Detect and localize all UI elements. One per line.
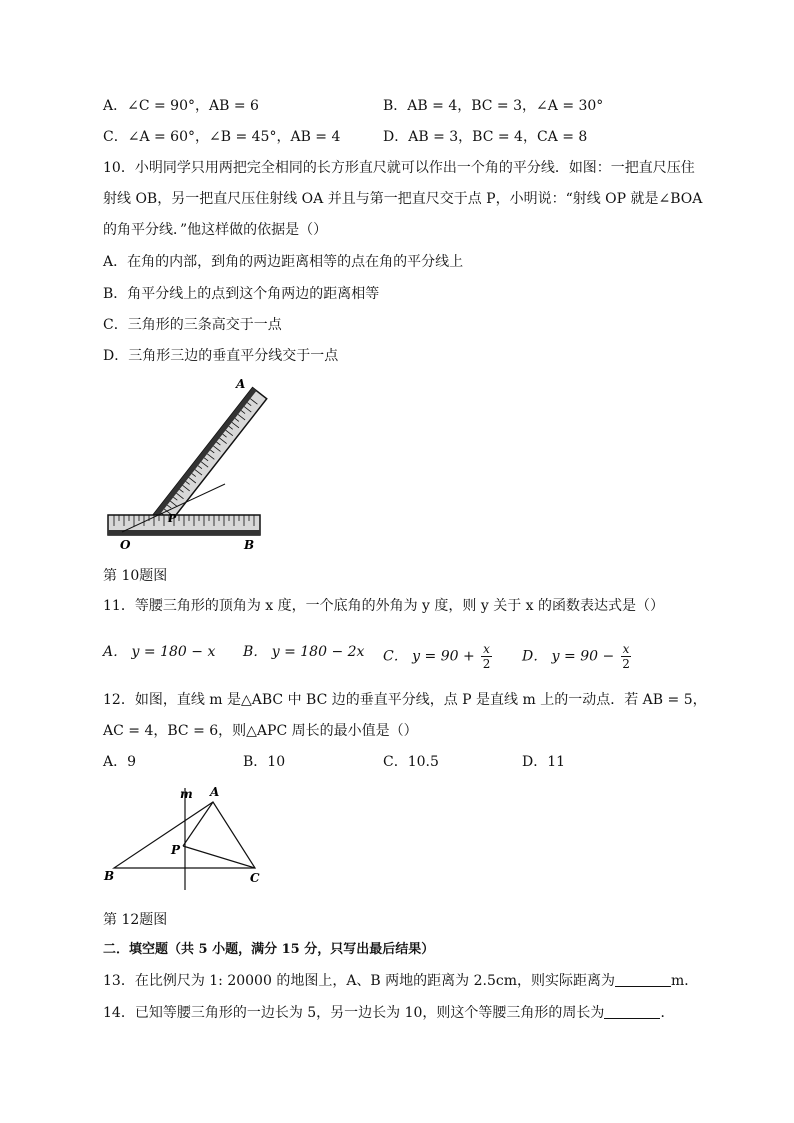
fraction-numerator: x [622,642,630,656]
answer-blank[interactable] [615,972,671,987]
q12-stem-line2: AC = 4，BC = 6，则△APC 周长的最小值是（） [103,723,418,739]
q12-option-a: A．9 [103,754,137,770]
fraction-denominator: 2 [482,657,491,671]
section-heading: 二．填空题（共 5 小题，满分 15 分，只写出最后结果） [103,942,435,957]
q10-label-p: P [168,512,177,525]
q12-option-c: C．10.5 [383,754,439,770]
q11-stem: 11．等腰三角形的顶角为 x 度，一个底角的外角为 y 度，则 y 关于 x 的函数表达式是（） [103,598,665,614]
q12-label-a: A [210,785,220,799]
q9-option-a: A．∠C = 90°，AB = 6 [103,98,259,114]
q10-label-a: A [236,377,246,391]
q12-option-b: B．10 [243,754,286,770]
q12-stem-line1: 12．如图，直线 m 是△ABC 中 BC 边的垂直平分线，点 P 是直线 m 上的一动点．若 AB = 5， [103,692,707,708]
q12-option-d: D．11 [522,754,566,770]
answer-blank[interactable] [604,1004,660,1019]
q11-option-c: C． y = 90 + $\frac{x}{2}$ [383,642,491,671]
q10-option-a: A．在角的内部，到角的两边距离相等的点在角的平分线上 [103,254,464,270]
q10-figure-caption: 第 10题图 [103,568,168,584]
q10-figure-rulers [100,374,275,554]
q10-stem-line3: 的角平分线．”他这样做的依据是（） [103,222,328,238]
q14-text: 14．已知等腰三角形的一边长为 5，另一边长为 10，则这个等腰三角形的周长为 ． [103,1005,675,1021]
q10-option-d: D．三角形三边的垂直平分线交于一点 [103,348,339,364]
q10-stem-line1: 10．小明同学只用两把完全相同的长方形直尺就可以作出一个角的平分线．如图：一把直尺压住 [103,160,695,176]
q11-option-b: B． y = 180 − 2x [243,644,365,660]
q11-option-a: A． y = 180 − x [103,644,216,660]
q12-label-m: m [180,787,193,801]
fraction-numerator: x [483,642,490,656]
q10-label-o: O [120,538,131,552]
q9-option-d: D．AB = 3，BC = 4，CA = 8 [383,129,588,145]
q12-label-p: P [171,843,181,857]
fraction-denominator: 2 [622,657,630,671]
q12-figure-caption: 第 12题图 [103,912,168,928]
q10-stem-line2: 射线 OB，另一把直尺压住射线 OA 并且与第一把直尺交于点 P，小明说：“射线 OP 就是∠BOA [103,191,703,207]
q10-label-b: B [244,538,255,552]
q10-option-b: B．角平分线上的点到这个角两边的距离相等 [103,286,380,302]
q11-option-d: D． y = 90 − $\frac{x}{2}$ [522,642,630,671]
q12-label-c: C [250,871,260,885]
q13-text: 13．在比例尺为 1: 20000 的地图上，A、B 两地的距离为 2.5cm，则实际距离为 m． [103,973,699,989]
q10-option-c: C．三角形的三条高交于一点 [103,317,282,333]
q12-label-b: B [104,869,115,883]
q12-figure-triangle [100,782,270,890]
q9-option-c: C．∠A = 60°，∠B = 45°，AB = 4 [103,129,341,145]
q9-option-b: B．AB = 4，BC = 3，∠A = 30° [383,98,604,114]
